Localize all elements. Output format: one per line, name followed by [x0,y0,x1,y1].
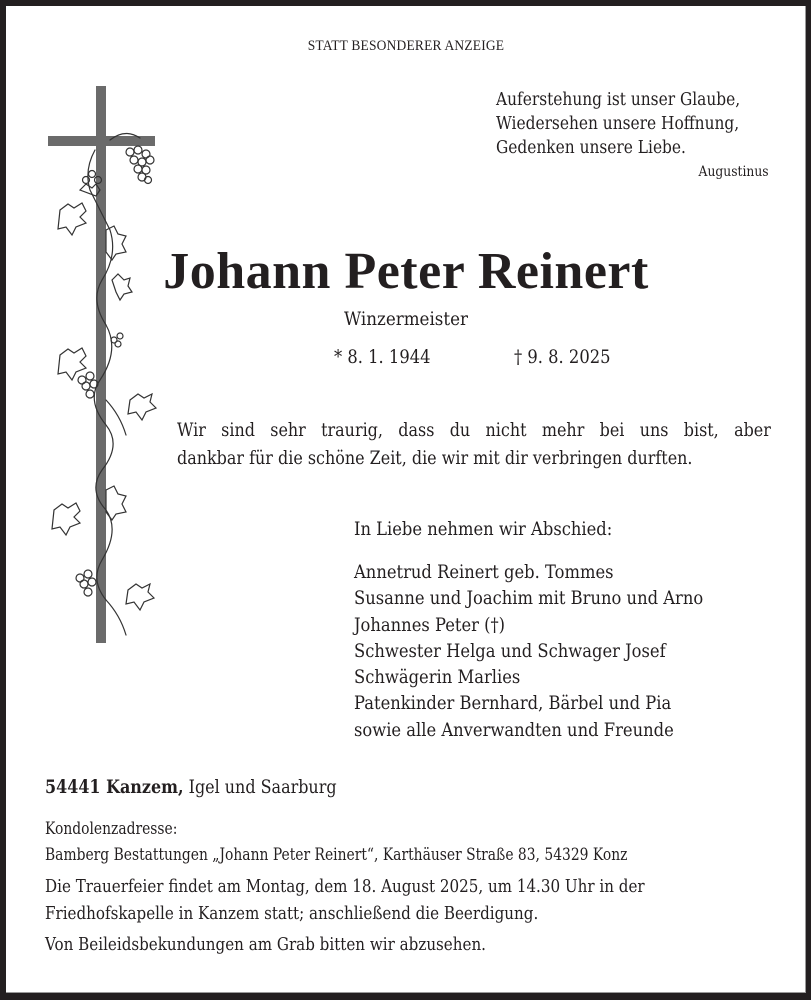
obituary-notice [6,6,806,993]
birth-date: * 8. 1. 1944 [334,346,431,368]
condolence-address-text: Bamberg Bestattungen „Johann Peter Reinert“, Karthäuser Straße 83, 54329 Konz [45,845,628,864]
place-bold: 54441 Kanzem, [45,776,184,798]
quote-author: Augustinus [698,164,769,180]
condolence-label: Kondolenzadresse: [45,819,178,838]
quote-line: Gedenken unsere Liebe. [496,138,686,158]
place-line [45,776,337,798]
quote [496,88,740,160]
quote-line: Auferstehung ist unser Glaube, [496,90,741,110]
mourner: Susanne und Joachim mit Bruno und Arno [354,587,704,610]
mourner: sowie alle Anverwandten und Freunde [354,718,674,741]
farewell-heading: In Liebe nehmen wir Abschied: [354,518,613,540]
mourner: Johannes Peter (†) [354,613,506,636]
deceased-profession: Winzermeister [344,308,468,330]
mourners-list [354,559,703,743]
closing-note: Von Beileidsbekundungen am Grab bitten wir abzusehen. [45,934,486,955]
condolence-address [45,816,627,868]
quote-line: Wiedersehen unsere Hoffnung, [496,114,740,134]
cross-with-grapevine-icon [40,80,170,650]
mourner: Schwägerin Marlies [354,666,521,689]
message-line: dankbar für die schöne Zeit, die wir mit dir verbringen durften. [177,447,693,469]
place-rest: Igel und Saarburg [183,776,337,798]
mourner: Patenkinder Bernhard, Bärbel und Pia [354,692,672,715]
mourner: Schwester Helga und Schwager Josef [354,639,666,662]
deceased-name: Johann Peter Reinert [163,243,649,300]
mourner: Annetrud Reinert geb. Tommes [354,561,614,583]
ceremony-line: Die Trauerfeier findet am Montag, dem 18. August 2025, um 14.30 Uhr in der [45,876,645,897]
condolence-message [177,416,771,472]
notice-header: STATT BESONDERER ANZEIGE [307,38,505,54]
ceremony-info [45,873,645,927]
message-line: Wir sind sehr traurig, dass du nicht mehr bei uns bist, aber [177,419,771,441]
ceremony-line: Friedhofskapelle in Kanzem statt; anschließend die Beerdigung. [45,903,539,924]
death-date: † 9. 8. 2025 [514,346,611,368]
